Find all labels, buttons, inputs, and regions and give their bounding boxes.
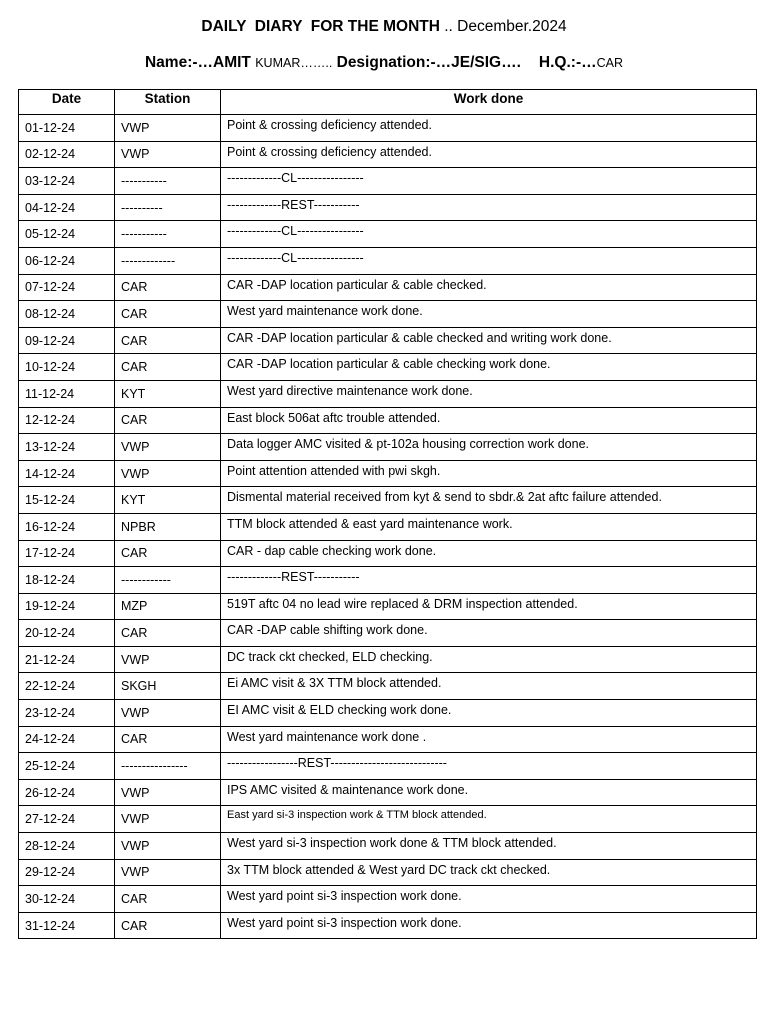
cell-work-done: -------------CL---------------- — [221, 168, 757, 195]
table-row — [19, 487, 757, 514]
cell-work-done: CAR -DAP location particular & cable checking work done. — [221, 354, 757, 381]
column-header-work-done: Work done — [221, 90, 757, 115]
table-row — [19, 434, 757, 461]
cell-date: 09-12-24 — [19, 327, 115, 354]
cell-date: 05-12-24 — [19, 221, 115, 248]
cell-station: VWP — [115, 833, 221, 860]
column-header-date: Date — [19, 90, 115, 115]
cell-date: 14-12-24 — [19, 460, 115, 487]
cell-station: CAR — [115, 274, 221, 301]
cell-work-done: West yard maintenance work done. — [221, 301, 757, 328]
table-row — [19, 168, 757, 195]
table-row — [19, 593, 757, 620]
cell-work-done: West yard directive maintenance work done. — [221, 380, 757, 407]
cell-date: 27-12-24 — [19, 806, 115, 833]
cell-date: 17-12-24 — [19, 540, 115, 567]
diary-table-body — [19, 115, 757, 939]
cell-work-done: West yard point si-3 inspection work done. — [221, 886, 757, 913]
table-row — [19, 673, 757, 700]
cell-date: 03-12-24 — [19, 168, 115, 195]
table-row — [19, 540, 757, 567]
cell-station: CAR — [115, 912, 221, 939]
cell-date: 08-12-24 — [19, 301, 115, 328]
column-header-station: Station — [115, 90, 221, 115]
cell-date: 31-12-24 — [19, 912, 115, 939]
hq-label: H.Q.:-… — [538, 54, 597, 71]
cell-station: KYT — [115, 380, 221, 407]
cell-station: ----------- — [115, 168, 221, 195]
cell-date: 04-12-24 — [19, 194, 115, 221]
cell-station: VWP — [115, 141, 221, 168]
table-row — [19, 513, 757, 540]
cell-station: NPBR — [115, 513, 221, 540]
table-row — [19, 886, 757, 913]
cell-work-done: -------------CL---------------- — [221, 221, 757, 248]
cell-work-done: East block 506at aftc trouble attended. — [221, 407, 757, 434]
name-label: Name:-…AMIT — [144, 54, 256, 71]
cell-date: 02-12-24 — [19, 141, 115, 168]
table-row — [19, 726, 757, 753]
cell-date: 11-12-24 — [19, 380, 115, 407]
cell-work-done: CAR -DAP cable shifting work done. — [221, 620, 757, 647]
cell-work-done: -------------REST----------- — [221, 567, 757, 594]
diary-table — [18, 89, 757, 939]
cell-station: ----------- — [115, 221, 221, 248]
cell-station: CAR — [115, 886, 221, 913]
cell-station: SKGH — [115, 673, 221, 700]
hq-value: CAR — [596, 56, 624, 70]
table-row — [19, 354, 757, 381]
cell-station: CAR — [115, 407, 221, 434]
title-main: DAILY DIARY FOR THE MONTH — [201, 18, 440, 35]
cell-date: 16-12-24 — [19, 513, 115, 540]
cell-work-done: TTM block attended & east yard maintenance work. — [221, 513, 757, 540]
cell-work-done: -----------------REST---------------------------- — [221, 753, 757, 780]
cell-station: CAR — [115, 354, 221, 381]
cell-date: 25-12-24 — [19, 753, 115, 780]
cell-work-done: DC track ckt checked, ELD checking. — [221, 646, 757, 673]
table-row — [19, 141, 757, 168]
name-value: KUMAR…….. — [255, 56, 333, 70]
cell-work-done: CAR -DAP location particular & cable checked. — [221, 274, 757, 301]
cell-station: VWP — [115, 859, 221, 886]
table-row — [19, 301, 757, 328]
table-row — [19, 221, 757, 248]
cell-station: VWP — [115, 115, 221, 142]
cell-date: 29-12-24 — [19, 859, 115, 886]
cell-work-done: West yard si-3 inspection work done & TTM block attended. — [221, 833, 757, 860]
cell-date: 12-12-24 — [19, 407, 115, 434]
cell-work-done: -------------REST----------- — [221, 194, 757, 221]
cell-station: CAR — [115, 726, 221, 753]
table-row — [19, 194, 757, 221]
cell-work-done: CAR -DAP location particular & cable checked and writing work done. — [221, 327, 757, 354]
table-row — [19, 833, 757, 860]
table-row — [19, 247, 757, 274]
cell-station: MZP — [115, 593, 221, 620]
cell-work-done: West yard maintenance work done . — [221, 726, 757, 753]
table-row — [19, 912, 757, 939]
cell-station: ------------- — [115, 247, 221, 274]
cell-station: KYT — [115, 487, 221, 514]
cell-work-done: Data logger AMC visited & pt-102a housing correction work done. — [221, 434, 757, 461]
table-row — [19, 407, 757, 434]
cell-station: VWP — [115, 806, 221, 833]
cell-date: 06-12-24 — [19, 247, 115, 274]
cell-work-done: IPS AMC visited & maintenance work done. — [221, 779, 757, 806]
cell-station: CAR — [115, 327, 221, 354]
table-row — [19, 274, 757, 301]
table-header-row — [19, 90, 757, 115]
cell-station: VWP — [115, 434, 221, 461]
table-row — [19, 646, 757, 673]
cell-station: VWP — [115, 779, 221, 806]
table-row — [19, 806, 757, 833]
cell-date: 23-12-24 — [19, 700, 115, 727]
table-row — [19, 700, 757, 727]
cell-date: 15-12-24 — [19, 487, 115, 514]
employee-details — [0, 54, 768, 72]
cell-station: ---------------- — [115, 753, 221, 780]
cell-station: ---------- — [115, 194, 221, 221]
cell-station: CAR — [115, 301, 221, 328]
title-month: .. December.2024 — [439, 18, 567, 35]
cell-date: 26-12-24 — [19, 779, 115, 806]
page-title — [0, 18, 768, 36]
cell-station: CAR — [115, 620, 221, 647]
cell-station: CAR — [115, 540, 221, 567]
cell-work-done: Point attention attended with pwi skgh. — [221, 460, 757, 487]
cell-date: 24-12-24 — [19, 726, 115, 753]
table-row — [19, 115, 757, 142]
cell-work-done: Dismental material received from kyt & send to sbdr.& 2at aftc failure attended. — [221, 487, 757, 514]
cell-work-done: East yard si-3 inspection work & TTM block attended. — [221, 806, 757, 833]
cell-date: 21-12-24 — [19, 646, 115, 673]
cell-date: 19-12-24 — [19, 593, 115, 620]
table-row — [19, 460, 757, 487]
table-row — [19, 380, 757, 407]
cell-date: 28-12-24 — [19, 833, 115, 860]
table-row — [19, 859, 757, 886]
cell-date: 30-12-24 — [19, 886, 115, 913]
cell-work-done: EI AMC visit & ELD checking work done. — [221, 700, 757, 727]
table-row — [19, 567, 757, 594]
cell-date: 20-12-24 — [19, 620, 115, 647]
cell-work-done: Ei AMC visit & 3X TTM block attended. — [221, 673, 757, 700]
cell-date: 10-12-24 — [19, 354, 115, 381]
cell-work-done: CAR - dap cable checking work done. — [221, 540, 757, 567]
table-row — [19, 753, 757, 780]
cell-work-done: West yard point si-3 inspection work done. — [221, 912, 757, 939]
table-row — [19, 327, 757, 354]
cell-date: 01-12-24 — [19, 115, 115, 142]
cell-work-done: Point & crossing deficiency attended. — [221, 115, 757, 142]
cell-station: ------------ — [115, 567, 221, 594]
cell-work-done: Point & crossing deficiency attended. — [221, 141, 757, 168]
designation-label: Designation:-…JE/SIG…. — [332, 54, 521, 71]
cell-work-done: -------------CL---------------- — [221, 247, 757, 274]
cell-station: VWP — [115, 646, 221, 673]
cell-date: 07-12-24 — [19, 274, 115, 301]
cell-date: 22-12-24 — [19, 673, 115, 700]
cell-work-done: 3x TTM block attended & West yard DC track ckt checked. — [221, 859, 757, 886]
cell-station: VWP — [115, 460, 221, 487]
cell-date: 13-12-24 — [19, 434, 115, 461]
cell-station: VWP — [115, 700, 221, 727]
table-row — [19, 620, 757, 647]
cell-date: 18-12-24 — [19, 567, 115, 594]
table-row — [19, 779, 757, 806]
cell-work-done: 519T aftc 04 no lead wire replaced & DRM inspection attended. — [221, 593, 757, 620]
